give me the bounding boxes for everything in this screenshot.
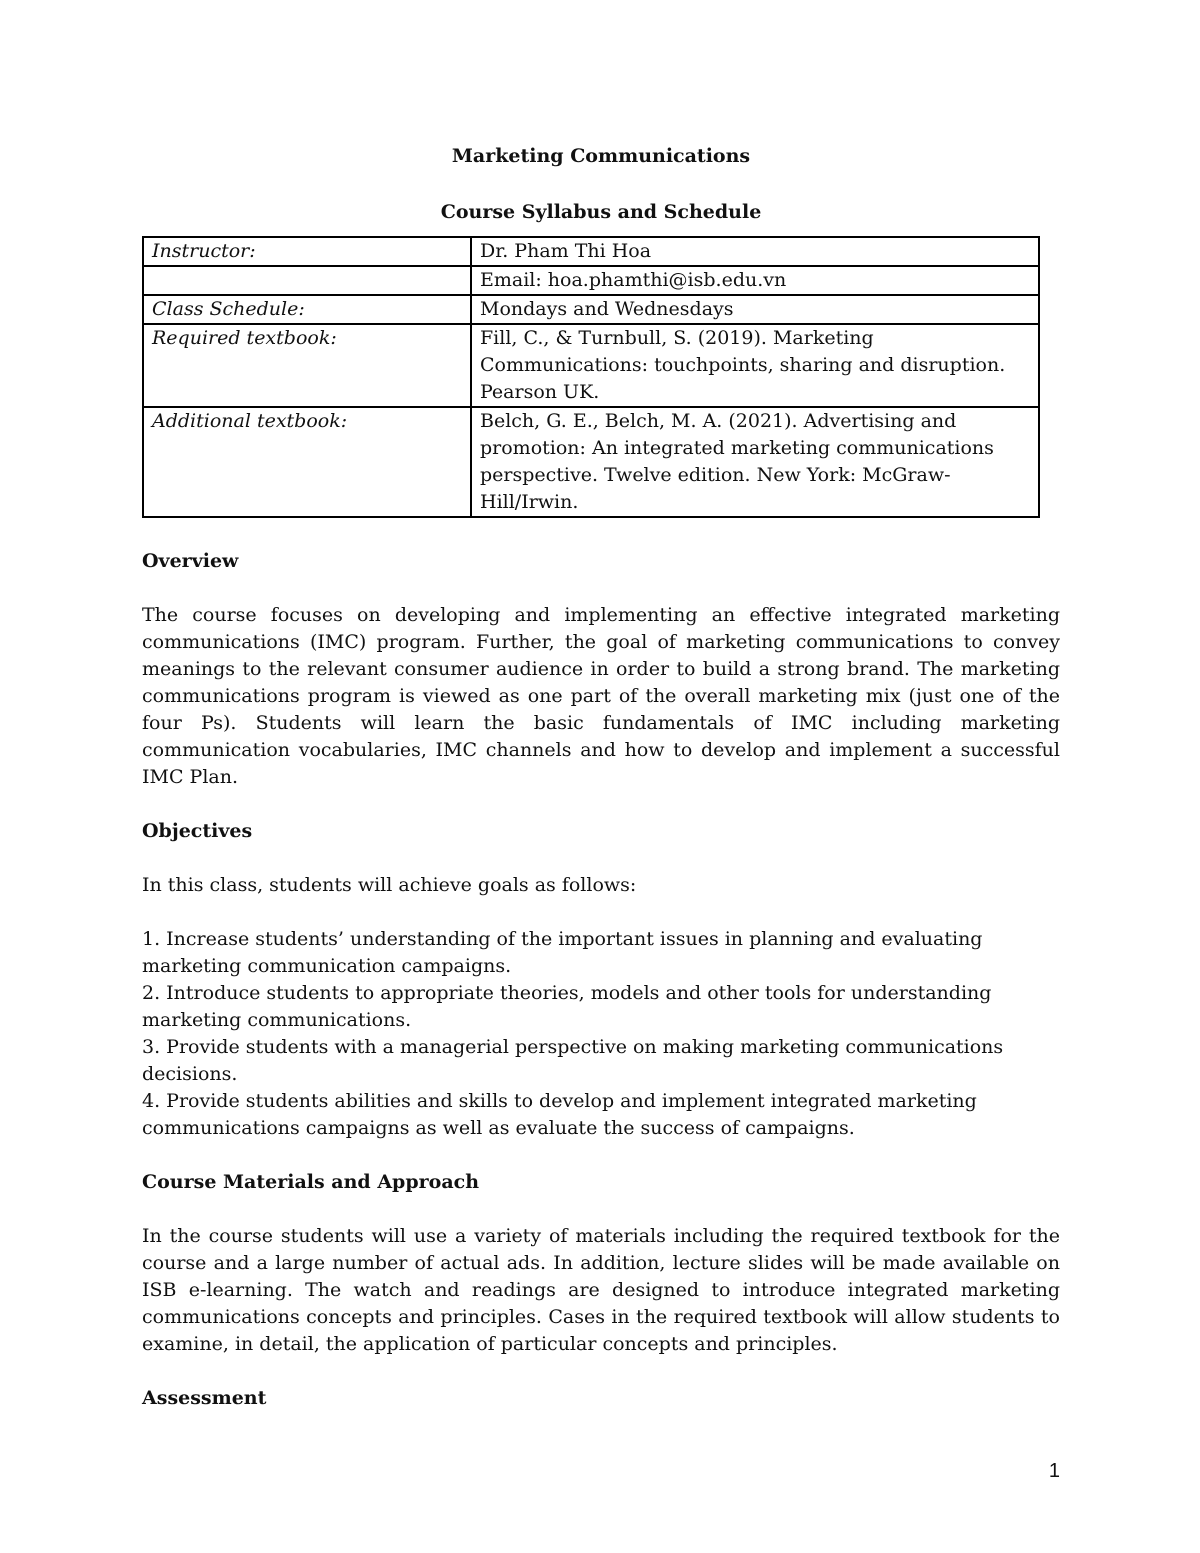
page-content: [142, 142, 1060, 1439]
email-label: [143, 266, 471, 295]
list-item: 3. Provide students with a managerial perspective on making marketing communications decisions.: [142, 1036, 1004, 1085]
document-title: Marketing Communications: [451, 145, 751, 167]
document-subtitle: Course Syllabus and Schedule: [440, 201, 762, 223]
class-schedule-label: Class Schedule:: [143, 295, 471, 324]
materials-heading: Course Materials and Approach: [142, 1171, 480, 1193]
list-item: 4. Provide students abilities and skills to develop and implement integrated marketing communications campaigns as well as evaluate the success of campaigns.: [142, 1090, 977, 1139]
overview-text: The course focuses on developing and implementing an effective integrated marketing communications (IMC) program. Further, the goal of marketing communications to convey meanings to the relevant consumer audience in order to build a strong brand. The marketing communications program is viewed as one part of the overall marketing mix (just one of the four Ps). Students will learn the basic fundamentals of IMC including marketing communication vocabularies, IMC channels and how to develop and implement a successful IMC Plan.: [142, 604, 1060, 788]
instructor-label: Instructor:: [143, 237, 471, 266]
instructor-value: Dr. Pham Thi Hoa: [471, 237, 1039, 266]
additional-textbook-value: Belch, G. E., Belch, M. A. (2021). Advertising and promotion: An integrated marketing communications perspective. Twelve edition. New York: McGraw-Hill/Irwin.: [471, 407, 1039, 517]
table-row: [143, 295, 1039, 324]
additional-textbook-label: Additional textbook:: [143, 407, 471, 517]
materials-text: In the course students will use a variety of materials including the required textbook for the course and a large number of actual ads. In addition, lecture slides will be made available on ISB e-learning. The watch and readings are designed to introduce integrated marketing communications concepts and principles. Cases in the required textbook will allow students to examine, in detail, the application of particular concepts and principles.: [142, 1225, 1060, 1355]
objectives-heading: Objectives: [142, 820, 253, 842]
required-textbook-label: Required textbook:: [143, 324, 471, 407]
objectives-intro: In this class, students will achieve goals as follows:: [142, 874, 637, 896]
email-value: Email: hoa.phamthi@isb.edu.vn: [471, 266, 1039, 295]
course-info-table: [142, 236, 1040, 518]
table-row: [143, 407, 1039, 517]
objectives-list: [142, 926, 1062, 1142]
required-textbook-value: Fill, C., & Turnbull, S. (2019). Marketing Communications: touchpoints, sharing and disruption. Pearson UK.: [471, 324, 1039, 407]
list-item: 2. Introduce students to appropriate theories, models and other tools for understanding marketing communications.: [142, 982, 992, 1031]
table-row: [143, 324, 1039, 407]
page-number: 1: [1048, 1460, 1060, 1482]
assessment-heading: Assessment: [142, 1387, 267, 1409]
table-row: [143, 266, 1039, 295]
list-item: 1. Increase students’ understanding of the important issues in planning and evaluating marketing communication campaigns.: [142, 928, 983, 977]
table-row: [143, 237, 1039, 266]
class-schedule-value: Mondays and Wednesdays: [471, 295, 1039, 324]
overview-heading: Overview: [142, 550, 239, 572]
